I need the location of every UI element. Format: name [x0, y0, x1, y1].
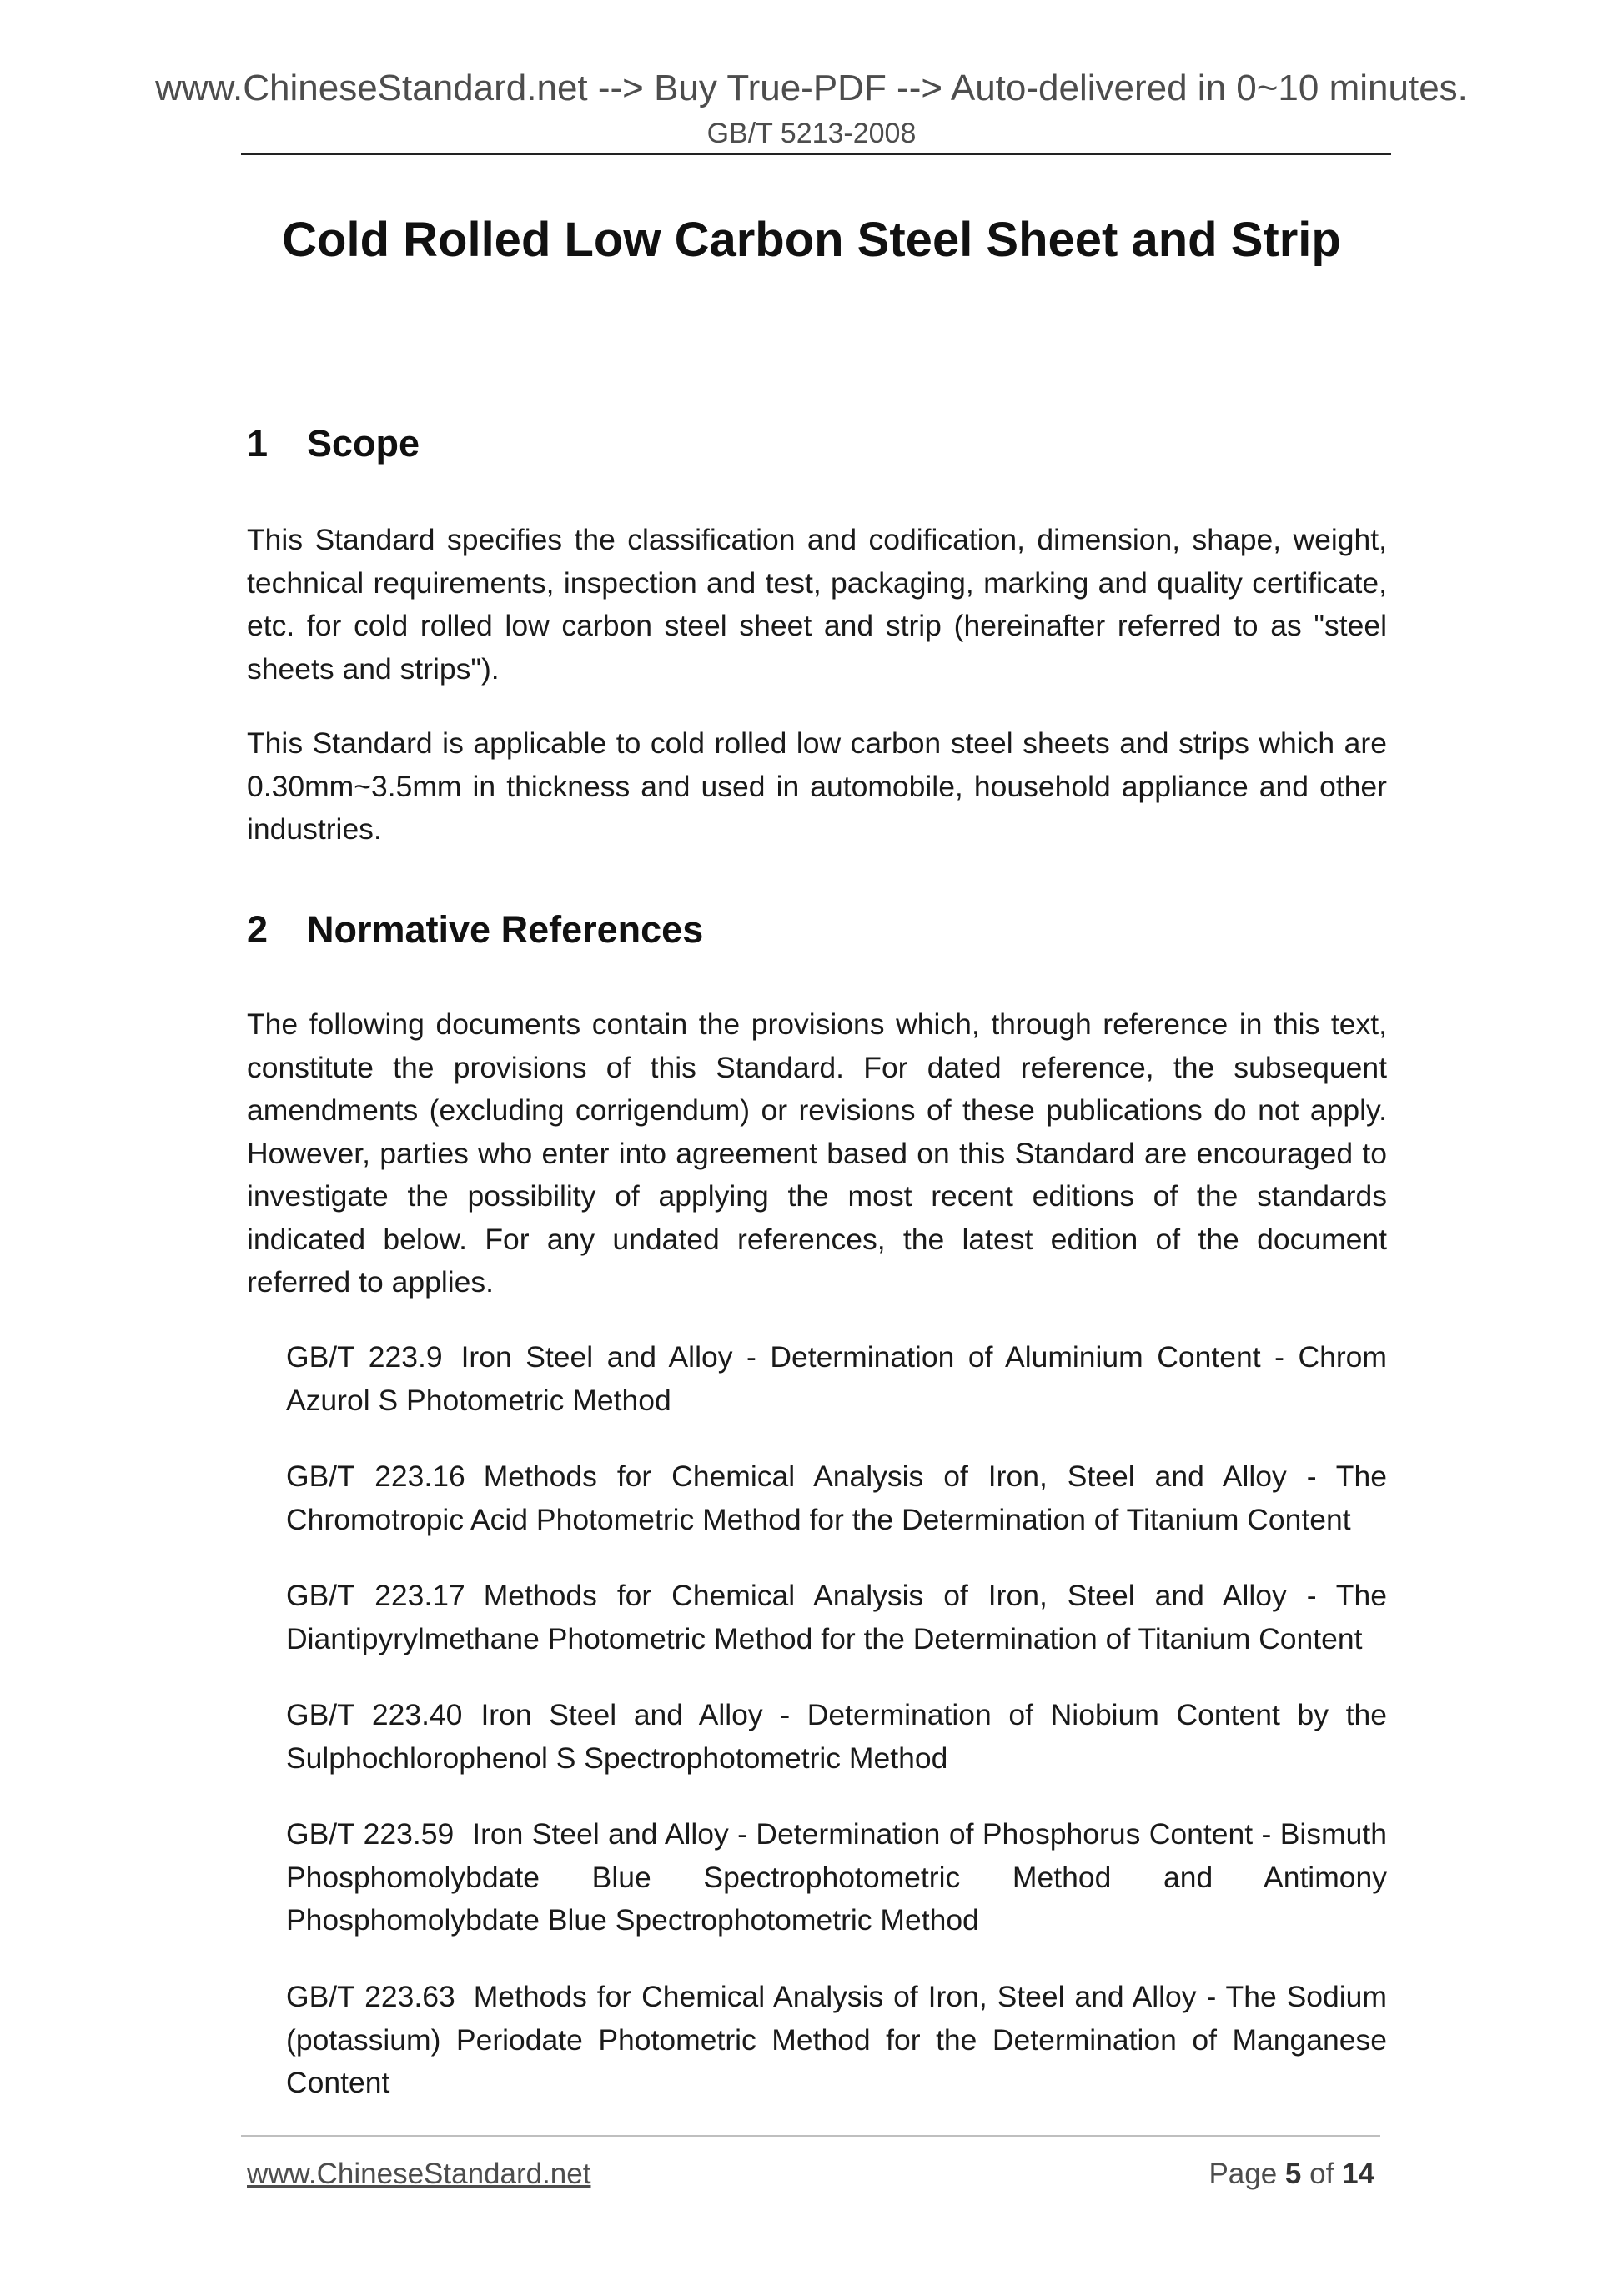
reference-title: Iron Steel and Alloy - Determination of Aluminium Content - Chrom Azurol S Photometric Method	[286, 1340, 1387, 1417]
reference-code: GB/T 223.40	[286, 1698, 463, 1731]
reference-title: Methods for Chemical Analysis of Iron, Steel and Alloy - The Diantipyrylmethane Photometric Method for the Determination of Titanium Content	[286, 1579, 1387, 1655]
reference-code: GB/T 223.63	[286, 1980, 455, 2013]
reference-item	[286, 1813, 1387, 1942]
section-title: Normative References	[307, 908, 704, 951]
reference-code: GB/T 223.59	[286, 1817, 455, 1851]
standard-code: GB/T 5213-2008	[706, 118, 917, 149]
reference-item	[286, 1694, 1387, 1780]
reference-title: Methods for Chemical Analysis of Iron, Steel and Alloy - The Chromotropic Acid Photometric Method for the Determination of Titanium Content	[286, 1459, 1387, 1536]
reference-item	[286, 1455, 1387, 1541]
footer-website-link[interactable]: www.ChineseStandard.net	[247, 2158, 591, 2190]
page-label: Page	[1208, 2158, 1278, 2190]
page-number	[1208, 2154, 1374, 2194]
scope-paragraph-1: This Standard specifies the classification and codification, dimension, shape, weight, technical requirements, inspection and test, packaging, marking and quality certificate, etc. for cold rolled low carbon steel sheet and strip (hereinafter referred to as "steel sheets and strips").	[247, 523, 1387, 686]
section-number: 2	[247, 908, 269, 951]
normative-intro-paragraph: The following documents contain the provisions which, through reference in this text, constitute the provisions of this Standard. For dated reference, the subsequent amendments (excluding corrigendum) or revisions of these publications do not apply. However, parties who enter into agreement based on this Standard are encouraged to investigate the possibility of applying the most recent editions of the standards indicated below. For any undated references, the latest edition of the document referred to applies.	[247, 1007, 1387, 1299]
reference-title: Iron Steel and Alloy - Determination of Phosphorus Content - Bismuth Phosphomolybdate Blue Spectrophotometric Method and Antimony Phosphomolybdate Blue Spectrophotometric Method	[286, 1817, 1387, 1937]
reference-item	[286, 1976, 1387, 2105]
page-total: 14	[1342, 2158, 1374, 2190]
section-heading-scope	[247, 419, 420, 469]
section-heading-normative-references	[247, 905, 703, 955]
scope-paragraph-2: This Standard is applicable to cold rolled low carbon steel sheets and strips which are 0.30mm~3.5mm in thickness and used in automobile, household appliance and other industries.	[247, 726, 1387, 846]
header-divider	[241, 153, 1391, 155]
section-number: 1	[247, 422, 269, 465]
reference-item	[286, 1575, 1387, 1660]
header-banner-link[interactable]: www.ChineseStandard.net --> Buy True-PDF --> Auto-delivered in 0~10 minutes.	[155, 68, 1468, 108]
page-current: 5	[1284, 2158, 1302, 2190]
page-of: of	[1309, 2158, 1334, 2190]
reference-item	[286, 1336, 1387, 1422]
reference-title: Iron Steel and Alloy - Determination of Niobium Content by the Sulphochlorophenol S Spectrophotometric Method	[286, 1698, 1387, 1775]
reference-code: GB/T 223.17	[286, 1579, 465, 1612]
reference-code: GB/T 223.16	[286, 1459, 465, 1493]
section-title: Scope	[307, 422, 420, 465]
document-title: Cold Rolled Low Carbon Steel Sheet and Strip	[282, 213, 1341, 267]
footer-divider	[241, 2135, 1380, 2137]
reference-code: GB/T 223.9	[286, 1340, 443, 1374]
reference-title: Methods for Chemical Analysis of Iron, Steel and Alloy - The Sodium (potassium) Periodate Photometric Method for the Determination of Manganese Content	[286, 1980, 1387, 2099]
